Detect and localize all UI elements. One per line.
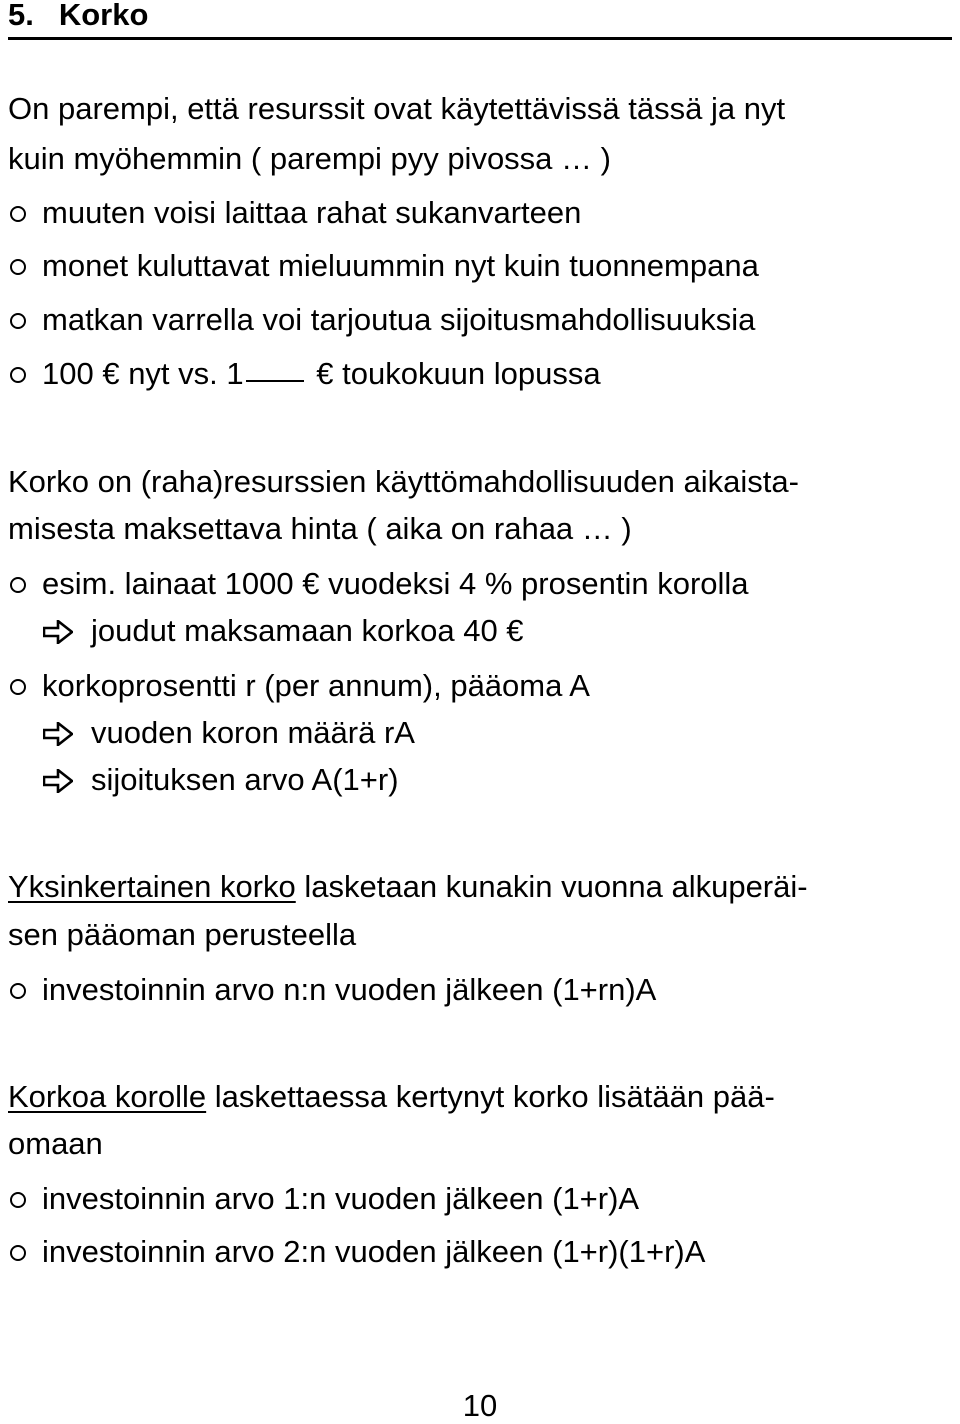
compound-interest-line-2: omaan — [8, 1126, 103, 1161]
section-heading — [8, 0, 148, 33]
list-item-text: investoinnin arvo n:n vuoden jälkeen (1+rn)A — [42, 972, 657, 1007]
circle-bullet-icon — [10, 259, 26, 275]
circle-bullet-icon — [10, 367, 26, 383]
simple-interest-line-1 — [8, 869, 808, 905]
blank-line — [246, 379, 304, 382]
circle-bullet-icon — [10, 983, 26, 999]
right-arrow-icon — [43, 769, 73, 793]
list-item-text: matkan varrella voi tarjoutua sijoitusmahdollisuuksia — [42, 302, 756, 337]
list-item-text: monet kuluttavat mieluummin nyt kuin tuonnempana — [42, 248, 759, 283]
example-part-2: € toukokuun lopussa — [316, 356, 601, 391]
example-part-1: 100 € nyt vs. 1 — [42, 356, 244, 391]
list-item-text: investoinnin arvo 2:n vuoden jälkeen (1+r)(1+r)A — [42, 1234, 706, 1269]
circle-bullet-icon — [10, 1245, 26, 1261]
arrow-item-text: joudut maksamaan korkoa 40 € — [91, 613, 524, 648]
compound-interest-line-1 — [8, 1079, 775, 1115]
circle-bullet-icon — [10, 313, 26, 329]
heading-title: Korko — [58, 0, 149, 32]
compound-interest-term: Korkoa korolle — [8, 1079, 207, 1114]
definition-line-2: misesta maksettava hinta ( aika on rahaa … ) — [8, 511, 632, 546]
list-item-text: esim. lainaat 1000 € vuodeksi 4 % prosentin korolla — [42, 566, 749, 601]
list-item-text: muuten voisi laittaa rahat sukanvarteen — [42, 195, 582, 230]
circle-bullet-icon — [10, 577, 26, 593]
simple-interest-term: Yksinkertainen korko — [8, 869, 296, 904]
page-number: 10 — [462, 1388, 498, 1423]
compound-interest-rest: laskettaessa kertynyt korko lisätään pää- — [206, 1079, 775, 1114]
arrow-item-text: sijoituksen arvo A(1+r) — [91, 762, 399, 797]
arrow-item-text: vuoden koron määrä rA — [91, 715, 415, 750]
heading-rule — [8, 37, 952, 40]
definition-line-1: Korko on (raha)resurssien käyttömahdollisuuden aikaista- — [8, 464, 799, 499]
list-item-text: investoinnin arvo 1:n vuoden jälkeen (1+r)A — [42, 1181, 640, 1216]
right-arrow-icon — [43, 620, 73, 644]
simple-interest-rest: lasketaan kunakin vuonna alkuperäi- — [295, 869, 808, 904]
list-item-text: korkoprosentti r (per annum), pääoma A — [42, 668, 590, 703]
list-item-text — [42, 356, 601, 392]
right-arrow-icon — [43, 722, 73, 746]
circle-bullet-icon — [10, 679, 26, 695]
simple-interest-line-2: sen pääoman perusteella — [8, 917, 357, 952]
circle-bullet-icon — [10, 206, 26, 222]
heading-number: 5. — [8, 0, 34, 32]
intro-line-1: On parempi, että resurssit ovat käytettävissä tässä ja nyt — [8, 91, 786, 126]
intro-line-2: kuin myöhemmin ( parempi pyy pivossa … ) — [8, 141, 611, 176]
circle-bullet-icon — [10, 1192, 26, 1208]
